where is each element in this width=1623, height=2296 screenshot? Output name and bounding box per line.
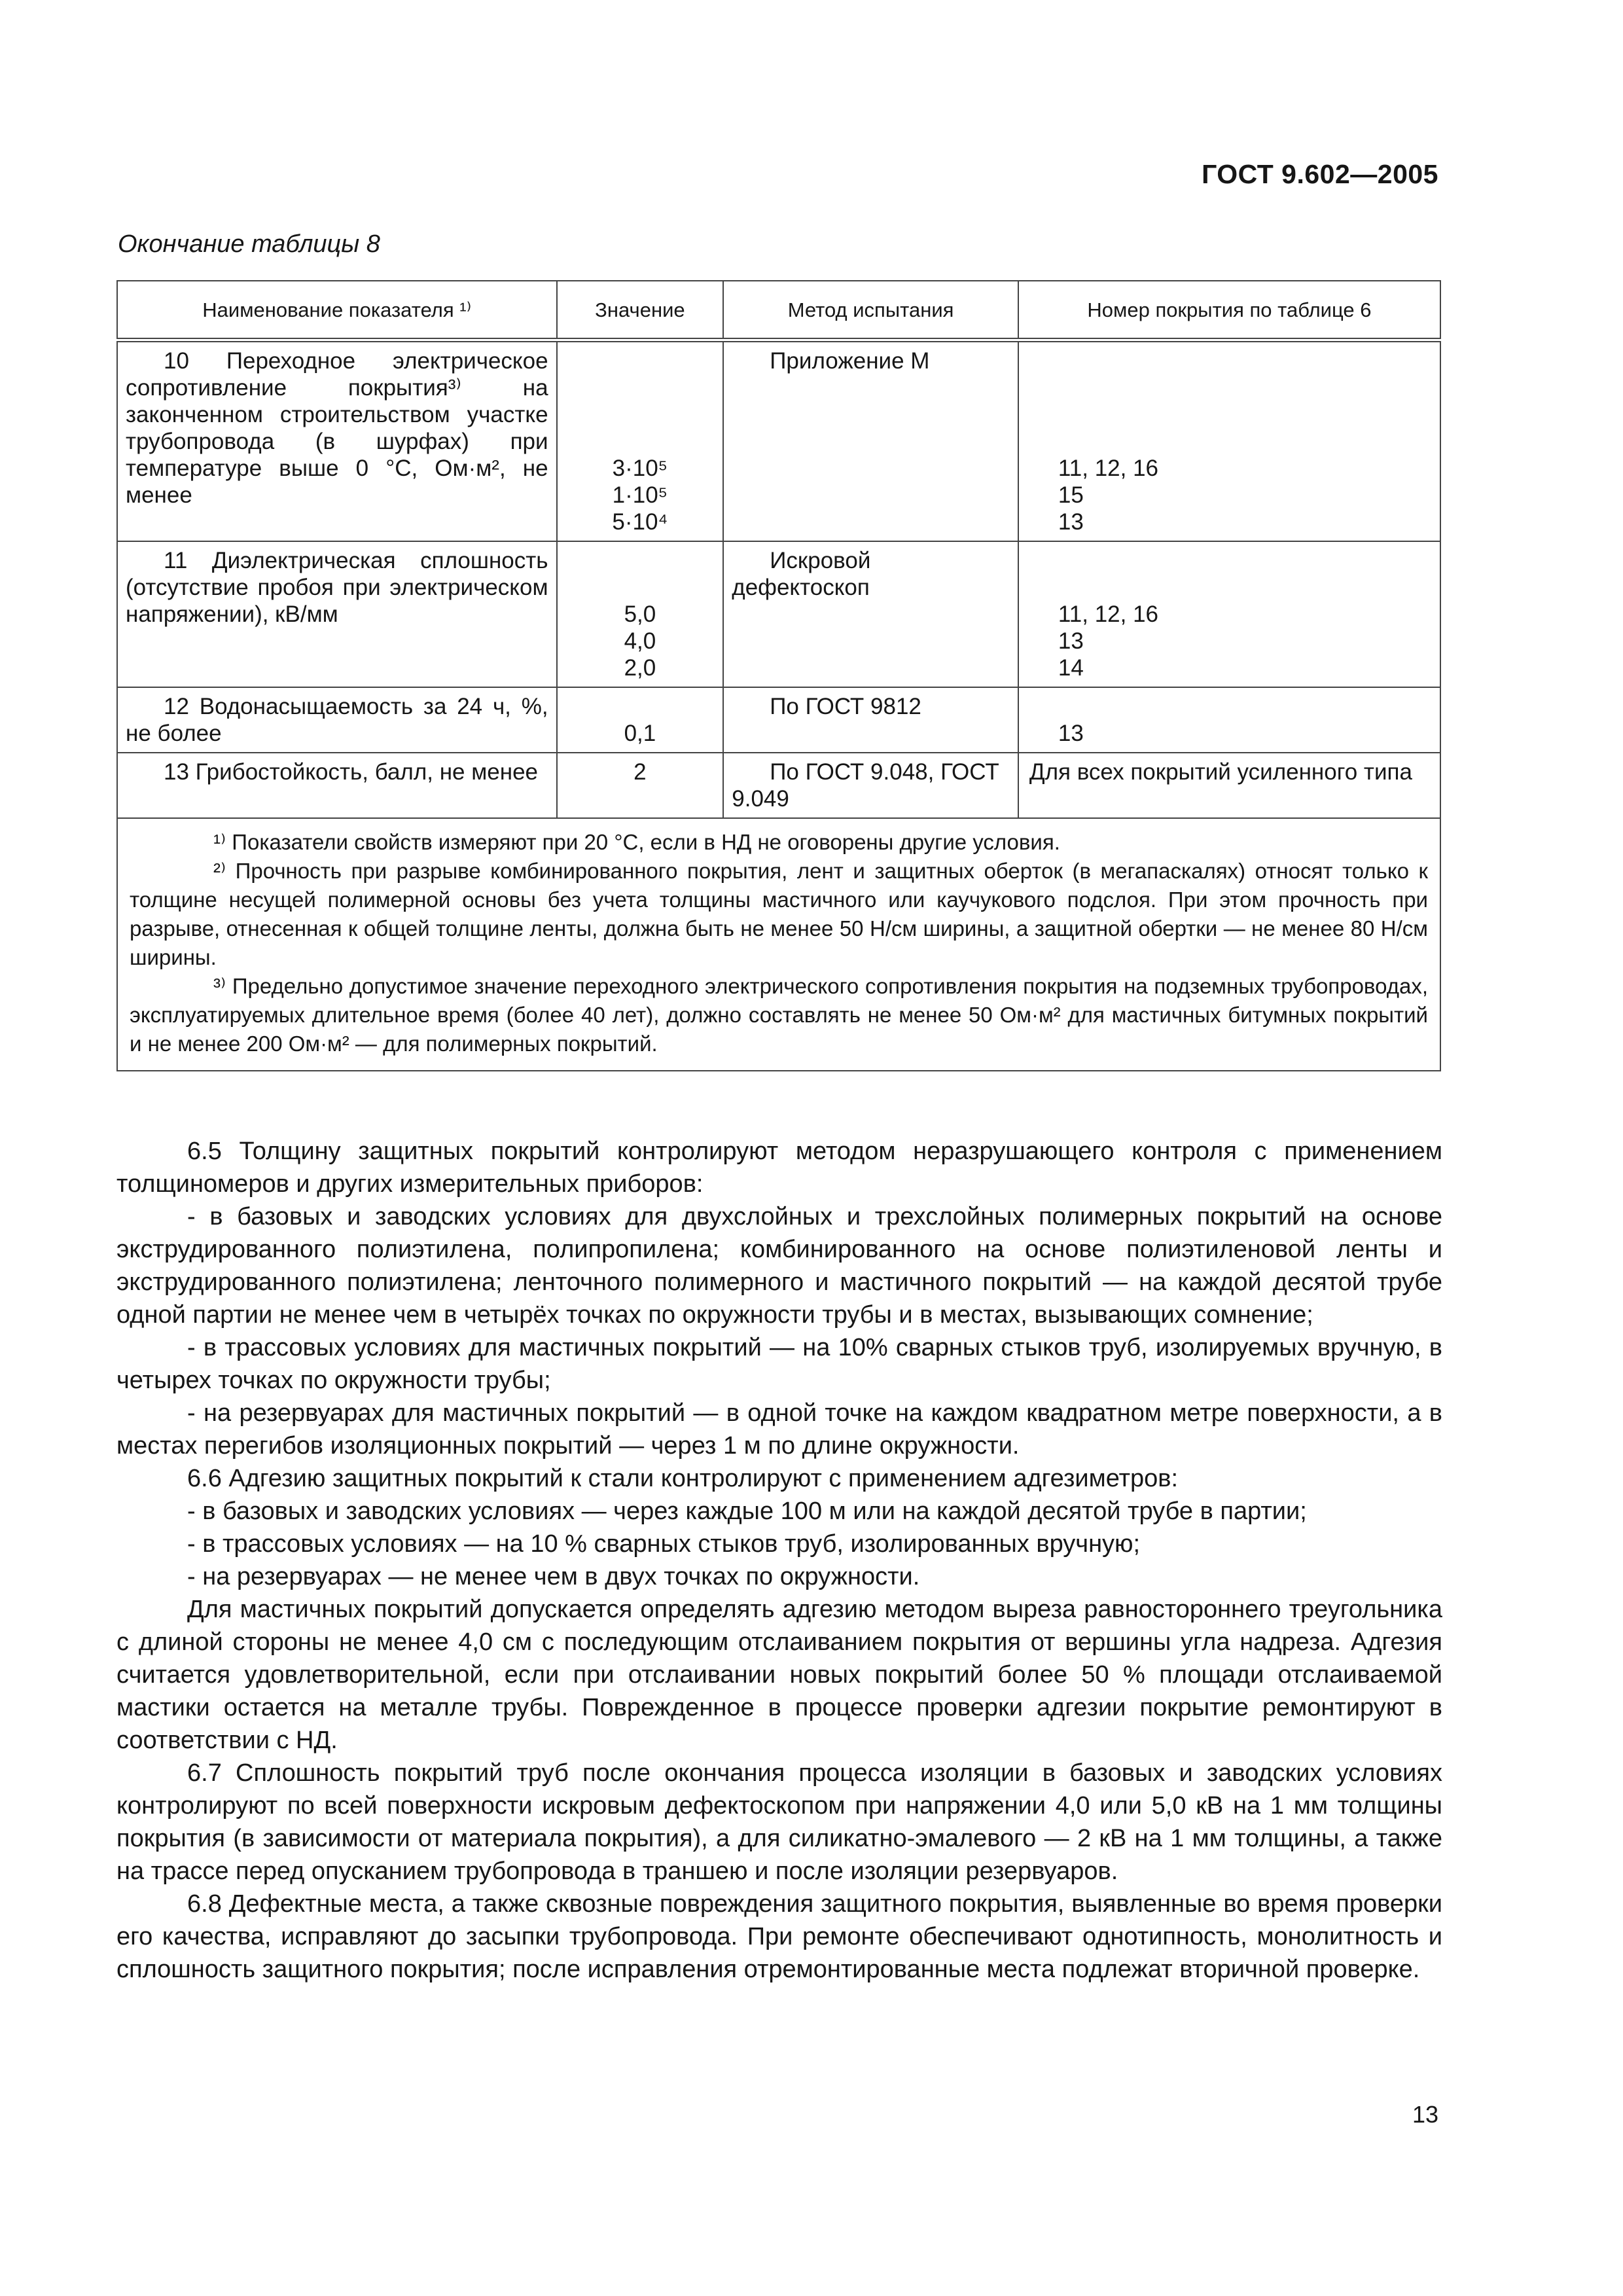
row-10-values: [557, 340, 724, 542]
coating-cell: 11, 12, 16: [1058, 456, 1159, 481]
column-header-coating: Номер покрытия по таблице 6: [1018, 281, 1440, 340]
list-item: - в трассовых условиях — на 10 % сварных стыков труб, изолированных вручную;: [187, 1530, 1141, 1558]
row-12-method: По ГОСТ 9812: [723, 687, 1018, 753]
value-cell: 5·10⁴: [612, 509, 668, 535]
table-row: [117, 687, 1440, 753]
list-item: - в базовых и заводских условиях — через каждые 100 м или на каждой десятой трубе в партии;: [187, 1498, 1307, 1525]
page-number: 13: [1412, 2101, 1438, 2128]
value-cell: 4,0: [624, 628, 656, 654]
paragraph-adhesion-method: Для мастичных покрытий допускается определять адгезию методом выреза равностороннего треугольника с длиной стороны не менее 4,0 см с последующим отслаиванием покрытия от вершины угла надреза. Адгезия считается удовлетворительной, если при отслаивании новых покрытий более 50 % площади отслаиваемой мастики остается на металле трубы. Поврежденное в процессе проверки адгезии покрытие ремонтируют в соответствии с НД.: [116, 1596, 1442, 1754]
paragraph-6-7: 6.7 Сплошность покрытий труб после окончания процесса изоляции в базовых и заводских условиях контролируют по всей поверхности искровым дефектоскопом при напряжении 4,0 или 5,0 кВ на 1 мм толщины покрытия (в зависимости от материала покрытия), а для силикатно-эмалевого — 2 кВ на 1 мм толщины, а также на трассе перед опусканием трубопровода в траншею и после изоляции резервуаров.: [116, 1759, 1442, 1885]
value-cell: 2: [633, 759, 647, 785]
paragraph-6-8: 6.8 Дефектные места, а также сквозные повреждения защитного покрытия, выявленные во время проверки его качества, исправляют до засыпки трубопровода. При ремонте обеспечивают однотипность, монолитность и сплошность защитного покрытия; после исправления отремонтированные места подлежат вторичной проверке.: [116, 1890, 1442, 1983]
row-11-values: [557, 541, 724, 687]
coating-cell: 11, 12, 16: [1058, 601, 1159, 627]
standard-header: ГОСТ 9.602—2005: [1202, 159, 1438, 189]
value-cell: 3·10⁵: [612, 456, 668, 481]
row-13-method: По ГОСТ 9.048, ГОСТ 9.049: [723, 753, 1018, 818]
coating-cell: 14: [1058, 655, 1084, 681]
coating-cell: 13: [1058, 721, 1084, 746]
table-row: [117, 541, 1440, 687]
body-text: [116, 1135, 1442, 1986]
table-footnotes: [117, 818, 1440, 1071]
table-row: [117, 753, 1440, 818]
coating-cell: 15: [1058, 482, 1084, 508]
column-header-method: Метод испытания: [723, 281, 1018, 340]
footnote-3: ³⁾ Предельно допустимое значение переходного электрического сопротивления покрытия на подземных трубопроводах, эксплуатируемых длительное время (более 40 лет), должно составлять не менее 50 Ом·м² для мастичных битумных покрытий и не менее 200 Ом·м² — для полимерных покрытий.: [130, 974, 1428, 1056]
row-12-name: 12 Водонасыщаемость за 24 ч, %, не более: [117, 687, 557, 753]
row-13-coatings: Для всех покрытий усиленного типа: [1018, 753, 1440, 818]
row-13-values: [557, 753, 724, 818]
row-11-method: Искровой дефектоскоп: [723, 541, 1018, 687]
row-10-coatings: [1018, 340, 1440, 542]
table-8: [116, 280, 1441, 1071]
row-12-values: [557, 687, 724, 753]
table-row: [117, 340, 1440, 542]
table-header-row: [117, 281, 1440, 340]
coating-cell: 13: [1058, 628, 1084, 654]
value-cell: 1·10⁵: [612, 482, 668, 508]
row-10-method: Приложение М: [723, 340, 1018, 542]
value-cell: 2,0: [624, 655, 656, 681]
footnote-1: ¹⁾ Показатели свойств измеряют при 20 °С, если в НД не оговорены другие условия.: [213, 830, 1060, 854]
paragraph-6-6: 6.6 Адгезию защитных покрытий к стали контролируют с применением адгезиметров:: [187, 1465, 1179, 1492]
footnote-2: ²⁾ Прочность при разрыве комбинированного покрытия, лент и защитных оберток (в мегапаскалях) относят только к толщине несущей полимерной основы без учета толщины мастичного или каучукового подслоя. При этом прочность при разрыве, отнесенная к общей толщине ленты, должна быть не менее 50 Н/см ширины, а защитной обертки — не менее 80 Н/см ширины.: [130, 859, 1428, 969]
row-11-coatings: [1018, 541, 1440, 687]
list-item: - в трассовых условиях для мастичных покрытий — на 10% сварных стыков труб, изолируемых вручную, в четырех точках по окружности трубы;: [116, 1334, 1442, 1394]
row-10-name: 10 Переходное электрическое сопротивление покрытия³⁾ на законченном строительством участке трубопровода (в шурфах) при температуре выше 0 °С, Ом·м², не менее: [117, 340, 557, 542]
column-header-name: Наименование показателя ¹⁾: [117, 281, 557, 340]
list-item: - в базовых и заводских условиях для двухслойных и трехслойных полимерных покрытий на основе экструдированного полиэтилена, полипропилена; комбинированного на основе полиэтиленовой ленты и экструдированного полиэтилена; ленточного полимерного и мастичного покрытий — на каждой десятой трубе одной партии не менее чем в четырёх точках по окружности трубы и в местах, вызывающих сомнение;: [116, 1203, 1442, 1329]
row-12-coatings: [1018, 687, 1440, 753]
row-11-name: 11 Диэлектрическая сплошность (отсутствие пробоя при электрическом напряжении), кВ/мм: [117, 541, 557, 687]
list-item: - на резервуарах — не менее чем в двух точках по окружности.: [187, 1563, 920, 1590]
list-item: - на резервуарах для мастичных покрытий — в одной точке на каждом квадратном метре поверхности, а в местах перегибов изоляционных покрытий — через 1 м по длине окружности.: [116, 1399, 1442, 1460]
value-cell: 0,1: [624, 721, 656, 746]
table-footnotes-row: [117, 818, 1440, 1071]
row-13-name: 13 Грибостойкость, балл, не менее: [117, 753, 557, 818]
table-caption: Окончание таблицы 8: [118, 230, 380, 258]
paragraph-6-5: 6.5 Толщину защитных покрытий контролируют методом неразрушающего контроля с применением толщиномеров и других измерительных приборов:: [116, 1138, 1442, 1198]
column-header-value: Значение: [557, 281, 724, 340]
value-cell: 5,0: [624, 601, 656, 627]
coating-cell: 13: [1058, 509, 1084, 535]
